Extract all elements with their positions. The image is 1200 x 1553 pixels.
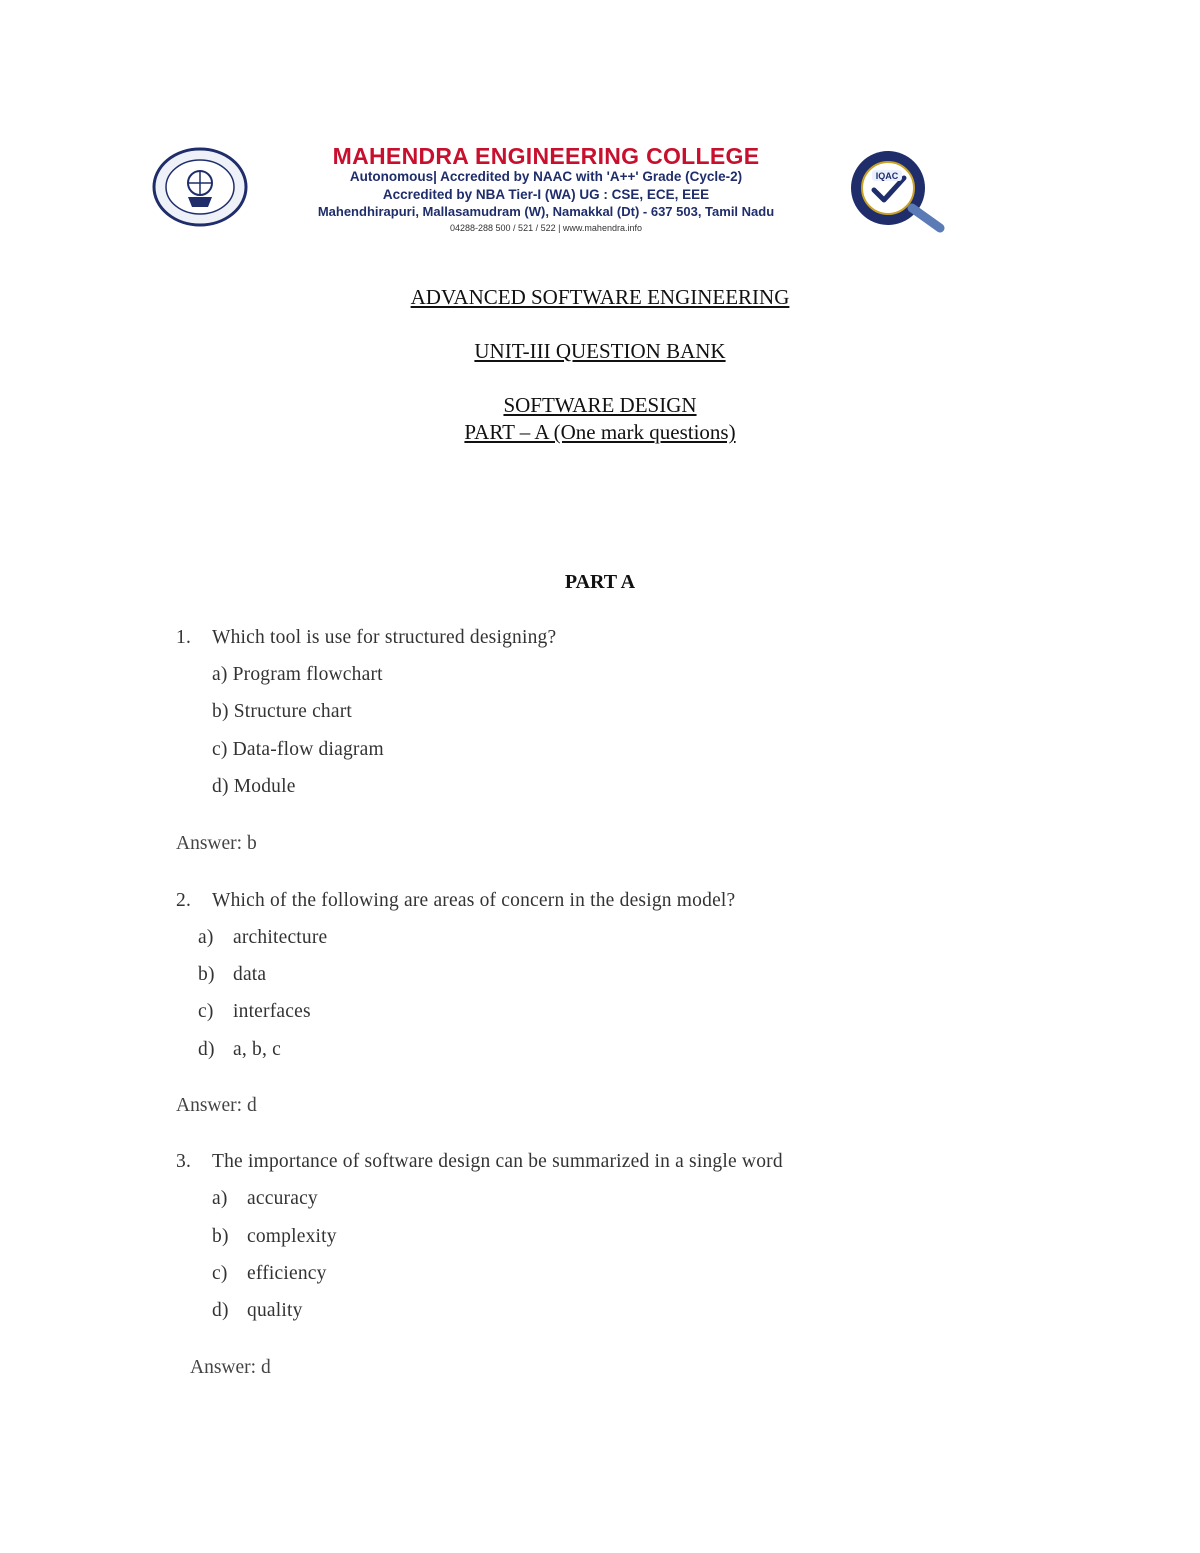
- option-d: d) quality: [212, 1300, 303, 1321]
- course-title: ADVANCED SOFTWARE ENGINEERING: [410, 285, 790, 309]
- option-a: a) accuracy: [212, 1188, 318, 1209]
- letterhead: [150, 140, 950, 240]
- address-line: Mahendhirapuri, Mallasamudram (W), Namakkal (Dt) - 637 503, Tamil Nadu: [317, 204, 775, 219]
- option-d: d) a, b, c: [198, 1039, 281, 1060]
- contact-line: 04288-288 500 / 521 / 522 | www.mahendra.info: [450, 223, 642, 233]
- college-name: MAHENDRA ENGINEERING COLLEGE: [332, 143, 760, 169]
- option-b: b) data: [198, 964, 267, 985]
- answer-2: Answer: d: [176, 1095, 257, 1116]
- part-title: PART – A (One mark questions): [464, 420, 736, 444]
- iqac-label: IQAC: [875, 171, 899, 181]
- option-b: b) Structure chart: [212, 701, 353, 722]
- question-number: 2.: [176, 890, 192, 911]
- option-c: c) interfaces: [198, 1001, 311, 1022]
- accreditation-line: Autonomous| Accredited by NAAC with 'A++' Grade (Cycle-2): [349, 169, 743, 184]
- option-b: b) complexity: [212, 1226, 337, 1247]
- question-number: 1.: [176, 627, 192, 648]
- question-text: The importance of software design can be summarized in a single word: [212, 1151, 783, 1172]
- question-1: [176, 627, 556, 649]
- section-heading: PART A: [564, 571, 636, 593]
- option-c: c) Data-flow diagram: [212, 739, 384, 760]
- college-seal-logo: [150, 145, 250, 230]
- option-d: d) Module: [212, 776, 296, 797]
- nba-line: Accredited by NBA Tier-I (WA) UG : CSE, ECE, EEE: [382, 187, 710, 202]
- option-a: a) architecture: [198, 927, 328, 948]
- topic-title: SOFTWARE DESIGN: [503, 393, 697, 417]
- question-number: 3.: [176, 1151, 192, 1172]
- question-text: Which tool is use for structured designing?: [212, 627, 557, 648]
- answer-1: Answer: b: [176, 833, 257, 854]
- question-2: [176, 890, 735, 912]
- answer-3: Answer: d: [190, 1357, 271, 1378]
- unit-title: UNIT-III QUESTION BANK: [474, 339, 726, 363]
- option-a: a) Program flowchart: [212, 664, 383, 685]
- question-text: Which of the following are areas of concern in the design model?: [212, 890, 736, 911]
- option-c: c) efficiency: [212, 1263, 327, 1284]
- question-3: [176, 1151, 783, 1173]
- iqac-logo: [840, 148, 950, 233]
